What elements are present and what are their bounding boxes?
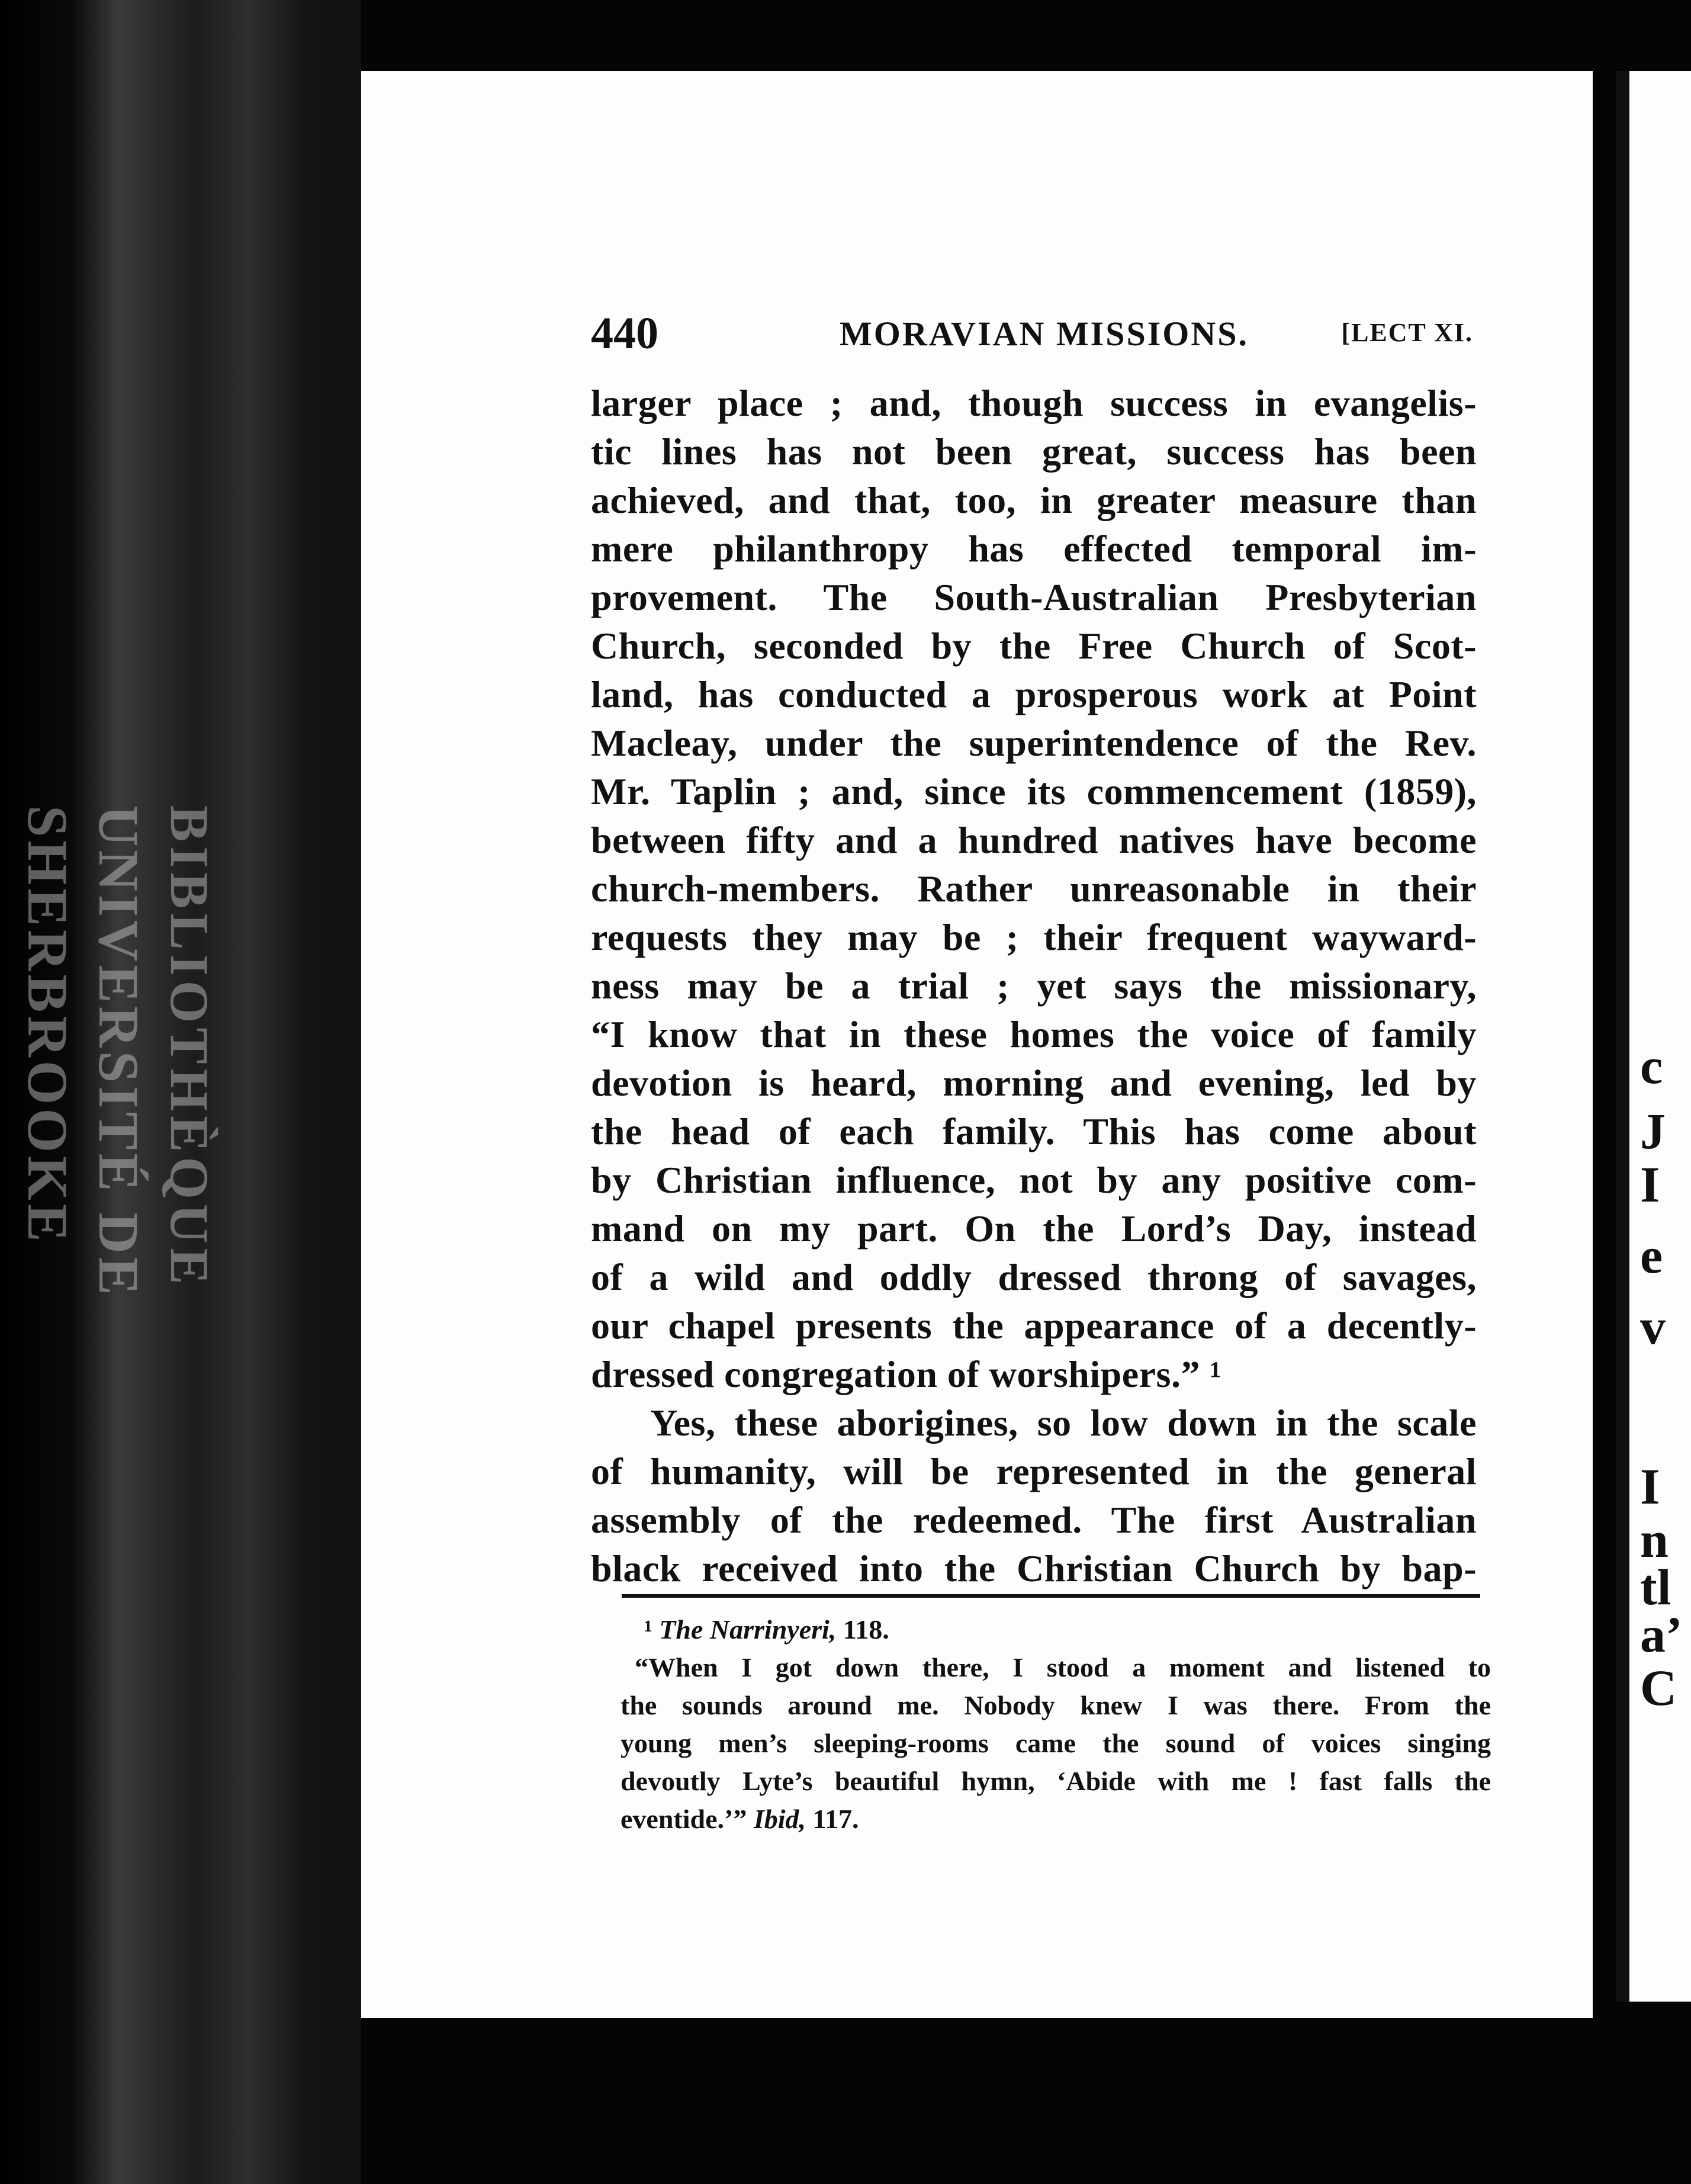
adjacent-page-fragment: e — [1640, 1227, 1663, 1284]
text-line: Macleay, under the superintendence of the Rev. — [591, 722, 1477, 764]
adjacent-page-fragment: tl — [1640, 1559, 1671, 1615]
text-line: “I know that in these homes the voice of family — [591, 1013, 1477, 1055]
text-line: Mr. Taplin ; and, since its commencement (1859), — [591, 770, 1477, 812]
adjacent-page-fragment: a’ — [1640, 1606, 1683, 1663]
text-line: larger place ; and, though success in evangelis- — [591, 382, 1477, 424]
footnote-line: “When I got down there, I stood a moment and listened to — [635, 1652, 1491, 1682]
footnote-reference — [621, 1611, 1491, 1649]
page-header — [591, 308, 1473, 361]
adjacent-page-fragment: J — [1640, 1103, 1666, 1160]
page-gutter — [1616, 71, 1629, 2002]
text-line: provement. The South-Australian Presbyterian — [591, 576, 1477, 618]
section-marker: [LECT XI. — [1341, 318, 1473, 347]
text-line: of humanity, will be represented in the general — [591, 1450, 1477, 1492]
text-line: Church, seconded by the Free Church of Scot- — [591, 625, 1477, 667]
text-line: mere philanthropy has effected temporal im- — [591, 528, 1477, 570]
text-line: mand on my part. On the Lord’s Day, instead — [591, 1207, 1477, 1250]
text-line: requests they may be ; their frequent wayward- — [591, 916, 1477, 958]
text-line: the head of each family. This has come about — [591, 1110, 1477, 1152]
adjacent-page-fragment: n — [1640, 1511, 1669, 1568]
page-number: 440 — [591, 309, 658, 358]
footnote-divider — [622, 1594, 1480, 1598]
library-stamp-line-1: BIBLIOTHÈQUE — [159, 805, 220, 1289]
text-line: assembly of the redeemed. The first Australian — [591, 1499, 1477, 1541]
footnote-ibid: Ibid, — [753, 1804, 806, 1834]
library-stamp-line-2: UNIVERSITÉ DE SHERBROOKE — [16, 805, 150, 1299]
text-line: tic lines has not been great, success has been — [591, 431, 1477, 473]
text-line: black received into the Christian Church by bap- — [591, 1547, 1477, 1589]
text-line: land, has conducted a prosperous work at Point — [591, 673, 1477, 715]
text-line: church-members. Rather unreasonable in their — [591, 868, 1477, 910]
footnote-line: the sounds around me. Nobody knew I was there. From the — [621, 1690, 1491, 1720]
library-stamp — [16, 805, 225, 1516]
running-title: MORAVIAN MISSIONS. — [840, 314, 1249, 353]
adjacent-page-fragment: c — [1640, 1038, 1663, 1094]
text-line: by Christian influence, not by any positive com- — [591, 1159, 1477, 1201]
footnote-ibid-page: 117. — [812, 1804, 859, 1834]
footnote-line: young men’s sleeping-rooms came the sound of voices singing — [621, 1728, 1491, 1758]
text-line: our chapel presents the appearance of a decently- — [591, 1305, 1477, 1347]
footnote-source-page: 118. — [843, 1614, 889, 1645]
adjacent-page-fragment: v — [1640, 1298, 1666, 1355]
adjacent-page-edge — [1616, 71, 1691, 2002]
text-line: dressed congregation of worshipers.” ¹ — [591, 1353, 1222, 1395]
text-line: of a wild and oddly dressed throng of savages, — [591, 1256, 1477, 1298]
footnote-last-line — [621, 1800, 1491, 1838]
text-line: ness may be a trial ; yet says the missionary, — [591, 965, 1477, 1007]
text-line: achieved, and that, too, in greater measure than — [591, 479, 1477, 521]
footnote-marker: ¹ — [644, 1614, 652, 1645]
footnote-line: devoutly Lyte’s beautiful hymn, ‘Abide with me ! fast falls the — [621, 1766, 1491, 1796]
adjacent-page-fragment: I — [1640, 1156, 1660, 1213]
footnote-line: eventide.’” — [621, 1804, 747, 1834]
footnote-source: The Narrinyeri, — [659, 1614, 837, 1645]
adjacent-page-fragment: C — [1640, 1659, 1677, 1716]
footnotes — [621, 1611, 1491, 1838]
adjacent-page-fragment: I — [1640, 1458, 1660, 1515]
main-text — [591, 379, 1477, 1593]
text-line: devotion is heard, morning and evening, led by — [591, 1062, 1477, 1104]
text-line: between fifty and a hundred natives have become — [591, 819, 1477, 861]
text-line: Yes, these aborigines, so low down in the scale — [650, 1402, 1477, 1444]
